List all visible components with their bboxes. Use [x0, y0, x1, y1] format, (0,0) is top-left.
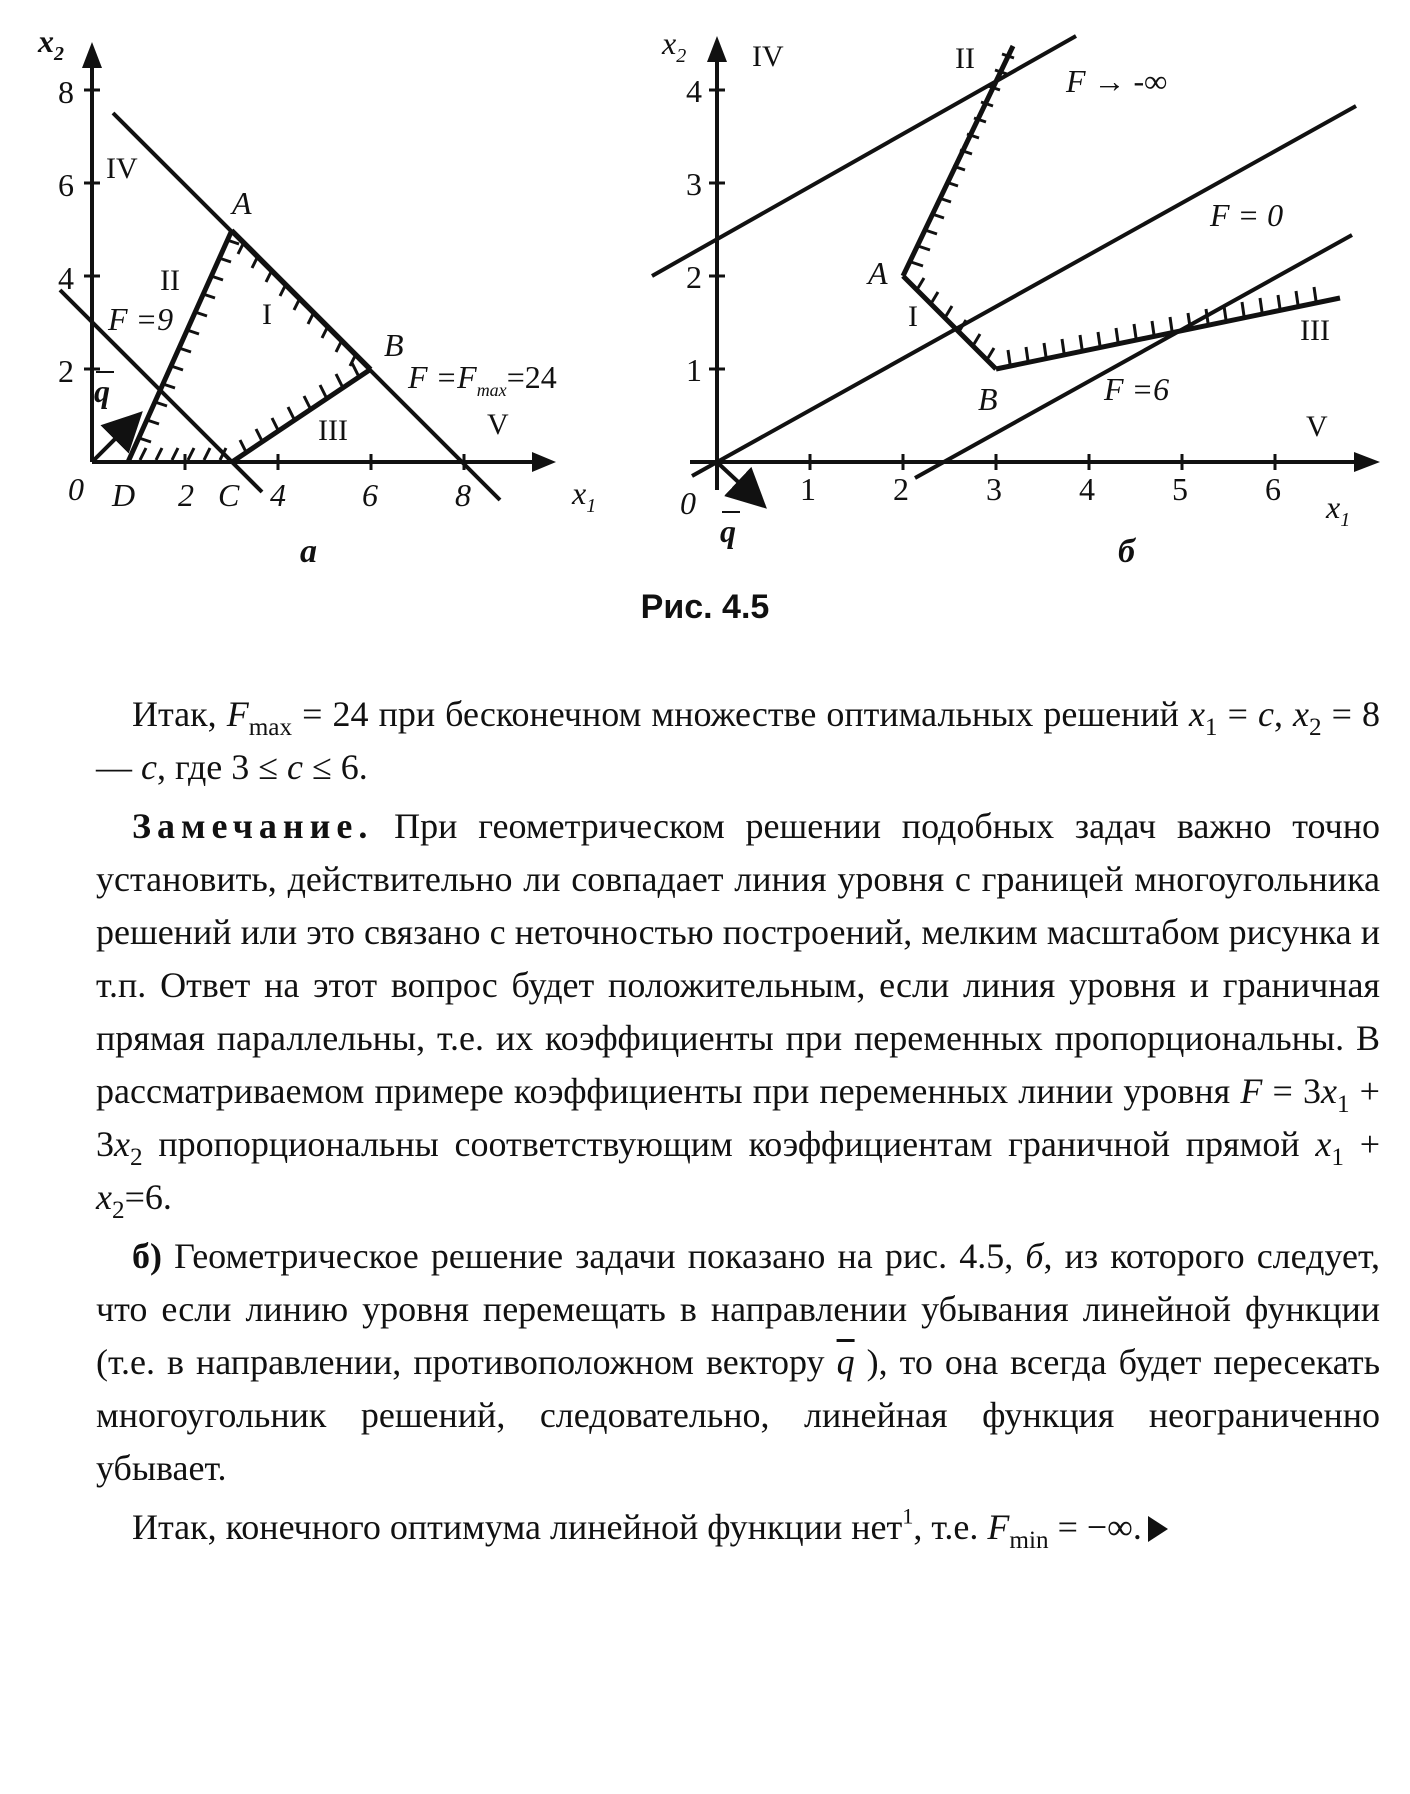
fig-a-xtick-6: 6: [362, 477, 378, 513]
fig-b-x-arrow: [1354, 452, 1380, 472]
fig-a-ytick-2: 2: [58, 353, 74, 389]
fig-b-label-v: V: [1306, 410, 1328, 443]
fig-a-axis-y-label: $x_2$: [38, 23, 64, 65]
fig-a-hatch-ii: [139, 240, 239, 442]
fig-b-level-zero: [692, 106, 1356, 476]
fig-a-point-a: A: [232, 185, 252, 221]
paragraph-remark: Замечание. При геометрическом решении подобных задач важно точно установить, действительно ли совпадает линия уровня с границей многоугольника решений или это связано с неточностью построений, мелким масштабом рисунка и т.п. Ответ на этот вопрос будет положительным, если линия уровня и граничная прямая параллельны, т.е. их коэффициенты при переменных пропорциональны. В рассматриваемом примере коэффициенты при переменных линии уровня $F = 3x_1 + 3x_2$ пропорциональны соответствующим коэффициентам граничной прямой $x_1 + x_2=6$.: [96, 806, 1381, 1224]
fig-b-ytick-4: 4: [686, 73, 702, 109]
fig-a-ytick-8: 8: [58, 74, 74, 110]
fig-b-y-arrow: [707, 36, 727, 62]
fig-b-xtick-1: 1: [800, 471, 816, 507]
fig-a-line-iii: [232, 369, 371, 462]
fig-a-label-v: V: [487, 408, 509, 441]
fig-b-label-iv: IV: [752, 40, 784, 73]
fig-b-point-b: B: [978, 381, 998, 417]
fig-b-ytick-2: 2: [686, 259, 702, 295]
fig-b-label-i: I: [908, 300, 918, 333]
part-b-heading: б): [132, 1236, 162, 1276]
fig-a-label-ii: II: [160, 264, 180, 297]
figure-b: [652, 25, 1380, 570]
fig-b-hatch-iii: [1008, 287, 1316, 364]
fig-a-vector-q-label: q: [94, 373, 110, 409]
paragraph-conclusion: Итак, конечного оптимума линейной функции нет$^1$, т.е. $F_{min}$ = −∞.: [96, 1501, 1380, 1554]
fig-a-level-f9-label: F =9: [108, 301, 174, 337]
fig-b-vector-q-label: q: [720, 513, 736, 549]
fig-a-origin: 0: [68, 471, 84, 507]
fig-a-panel-label: a: [300, 533, 317, 570]
fig-a-x-arrow: [532, 452, 556, 472]
fig-a-xtick-4: 4: [270, 477, 286, 513]
fig-a-label-i: I: [262, 298, 272, 331]
fig-a-xtick-8: 8: [455, 477, 471, 513]
end-of-proof-marker: [1148, 1516, 1168, 1542]
fig-b-vector-q: [719, 464, 764, 506]
fig-a-ytick-6: 6: [58, 167, 74, 203]
fig-a-point-d: D: [112, 477, 136, 513]
fig-b-xtick-6: 6: [1265, 471, 1281, 507]
remark-heading: Замечание.: [132, 806, 374, 846]
fig-b-xtick-3: 3: [986, 471, 1002, 507]
fig-b-xtick-2: 2: [893, 471, 909, 507]
body-text: [96, 688, 1380, 1560]
fig-b-axis-y-label: $x_2$: [662, 25, 687, 67]
fig-a-axis-x-label: $x_1$: [572, 475, 597, 517]
fig-b-line-iii: [996, 298, 1340, 369]
fig-a-point-b: B: [384, 327, 404, 363]
figure-caption: Рис. 4.5: [640, 588, 770, 626]
fig-b-xtick-5: 5: [1172, 471, 1188, 507]
fig-b-axis-x-label: $x_1$: [1326, 489, 1351, 531]
fig-b-hatch-ii: [911, 54, 1014, 266]
fig-a-xtick-2: 2: [178, 477, 194, 513]
fig-b-ytick-1: 1: [686, 352, 702, 388]
fig-a-label-iii: III: [318, 414, 348, 447]
fig-a-line-ii: [128, 230, 232, 462]
fig-b-level-inf-label: F → -∞: [1066, 63, 1168, 99]
fig-b-origin: 0: [680, 485, 696, 521]
figure-a: [37, 23, 596, 570]
fig-a-level-fmax-label: $F =F_{max}=24$: [408, 359, 557, 400]
fig-b-label-ii: II: [955, 42, 975, 75]
fig-b-panel-label: б: [1118, 533, 1135, 570]
fig-a-label-iv: IV: [106, 152, 138, 185]
fig-a-ytick-4: 4: [58, 260, 74, 296]
fig-b-level-six-label: F =6: [1104, 371, 1170, 407]
figure-4-5: [0, 0, 1410, 580]
fig-b-level-zero-label: F = 0: [1210, 197, 1284, 233]
fig-a-y-arrow: [82, 42, 102, 68]
fig-b-point-a: A: [868, 255, 888, 291]
fig-b-ytick-3: 3: [686, 166, 702, 202]
fig-b-xtick-4: 4: [1079, 471, 1095, 507]
paragraph-result: Итак, $F_{max} = 24$ при бесконечном множестве оптимальных решений $x_1 = c$, $x_2 = 8$ — c, где 3 ≤ c ≤ 6.: [96, 694, 1381, 787]
fig-a-hatch-axis: [140, 448, 226, 460]
fig-a-point-c: C: [218, 477, 240, 513]
fig-b-line-ii: [903, 46, 1013, 276]
fig-a-ticks: [84, 90, 464, 470]
fig-a-hatch-i: [238, 242, 356, 366]
fig-b-label-iii: III: [1300, 314, 1330, 347]
paragraph-part-b: б) Геометрическое решение задачи показано на рис. 4.5, б, из которого следует, что если линию уровня перемещать в направлении убывания линейной функции (т.е. в направлении, противоположном вектору $\overline{q}$ ), то она всегда будет пересекать многоугольник решений, следовательно, линейная функция неограниченно убывает.: [96, 1236, 1381, 1488]
fig-a-line-i: [232, 230, 371, 369]
